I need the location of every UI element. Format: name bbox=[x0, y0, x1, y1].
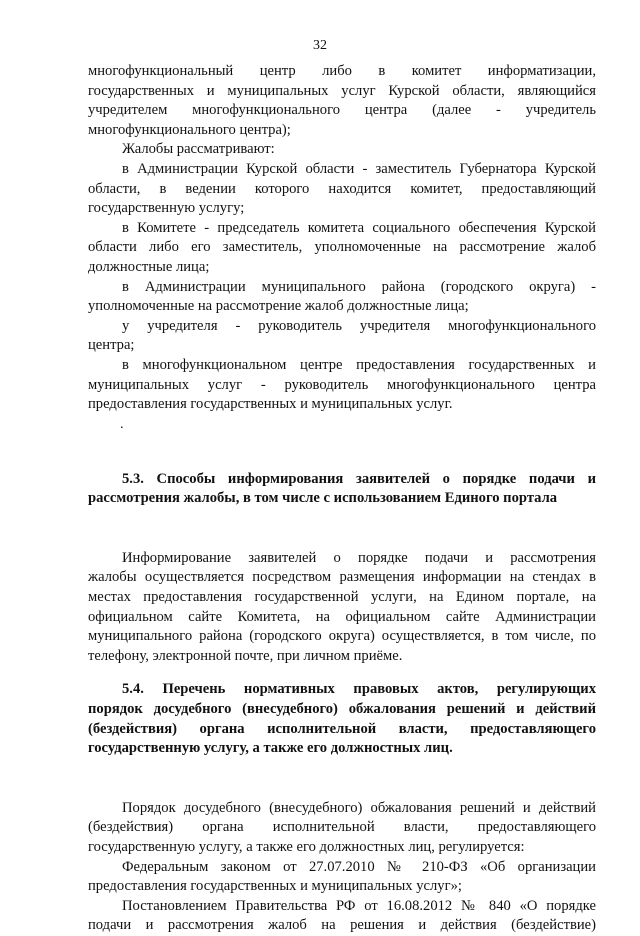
text-line: жалобы осуществляется посредством размещения информации на стендах в bbox=[88, 569, 596, 586]
text-line: области либо его заместитель, уполномоченные на рассмотрение жалоб bbox=[88, 239, 596, 256]
text-line: в Администрации Курской области - заместитель Губернатора Курской bbox=[122, 160, 596, 177]
heading-line: 5.3. Способы информирования заявителей о порядке подачи и bbox=[122, 470, 596, 487]
text-line: государственных и муниципальных услуг Курской области, являющийся bbox=[88, 82, 596, 99]
text-line: телефону, электронной почте, при личном приёме. bbox=[88, 647, 403, 664]
heading-line: государственную услугу, а также его должностных лиц. bbox=[88, 740, 453, 757]
text-line: многофункционального центра); bbox=[88, 121, 291, 138]
paragraph-municipal-administration bbox=[88, 278, 596, 317]
text-line: у учредителя - руководитель учредителя многофункционального bbox=[122, 317, 596, 334]
text-line: области, в ведении которого находится комитет, предоставляющий bbox=[88, 180, 596, 197]
text-line: муниципального района (городского округа) осуществляется, в том числе, по bbox=[88, 628, 596, 645]
paragraph-administration bbox=[88, 160, 596, 219]
heading-line: (бездействия) органа исполнительной власти, предоставляющего bbox=[88, 720, 596, 737]
text-line: в многофункциональном центре предоставления государственных и bbox=[122, 356, 596, 373]
text-line: официальном сайте Комитета, на официальном сайте Администрации bbox=[88, 608, 596, 625]
section-heading-5-4 bbox=[88, 680, 596, 758]
text-line: Информирование заявителей о порядке подачи и рассмотрения bbox=[122, 549, 596, 566]
paragraph-government-resolution bbox=[88, 897, 596, 936]
text-line: (бездействия) органа исполнительной власти, предоставляющего bbox=[88, 819, 596, 836]
paragraph-informing bbox=[88, 549, 596, 667]
heading-line: рассмотрения жалобы, в том числе с использованием Единого портала bbox=[88, 490, 558, 507]
text-line: многофункциональный центр либо в комитет информатизации, bbox=[88, 63, 596, 79]
paragraph-committee bbox=[88, 219, 596, 278]
text-line: Постановлением Правительства РФ от 16.08.2012 № 840 «О порядке bbox=[122, 897, 596, 914]
text-line: местах предоставления государственной услуги, на Едином портале, на bbox=[88, 589, 596, 606]
paragraph-federal-law bbox=[88, 858, 596, 897]
heading-line: 5.4. Перечень нормативных правовых актов, регулирующих bbox=[122, 681, 596, 698]
text-line: центра; bbox=[88, 337, 135, 354]
document-body bbox=[88, 62, 596, 936]
text-line: уполномоченные на рассмотрение жалоб должностные лица; bbox=[88, 298, 469, 315]
page-number: 32 bbox=[313, 38, 327, 53]
text-line: государственную услугу, а также его должностных лиц, регулируется: bbox=[88, 839, 525, 855]
stray-dot: . bbox=[120, 416, 124, 432]
paragraph-founder bbox=[88, 317, 596, 356]
text-line: учредителем многофункционального центра (далее - учредитель bbox=[88, 102, 596, 119]
paragraph-submission-recipient bbox=[88, 62, 596, 140]
text-line: государственную услугу; bbox=[88, 200, 245, 217]
paragraph-appeal-procedure bbox=[88, 799, 596, 858]
text-line: предоставления государственных и муниципальных услуг. bbox=[88, 396, 453, 413]
text-line: в Комитете - председатель комитета социального обеспечения Курской bbox=[122, 219, 596, 236]
text-line: должностные лица; bbox=[88, 258, 210, 275]
section-heading-5-3 bbox=[88, 470, 596, 509]
text-line: подачи и рассмотрения жалоб на решения и действия (бездействие) bbox=[88, 917, 596, 934]
text-line: предоставления государственных и муниципальных услуг»; bbox=[88, 878, 462, 895]
text-line: в Администрации муниципального района (городского округа) - bbox=[122, 278, 596, 295]
text-line: Порядок досудебного (внесудебного) обжалования решений и действий bbox=[122, 799, 596, 816]
text-line: Федеральным законом от 27.07.2010 № 210-ФЗ «Об организации bbox=[122, 858, 596, 875]
paragraph-complaints-reviewed: Жалобы рассматривают: bbox=[122, 141, 275, 158]
text-line: муниципальных услуг - руководитель многофункционального центра bbox=[88, 376, 596, 393]
paragraph-mfc bbox=[88, 356, 596, 415]
heading-line: порядок досудебного (внесудебного) обжалования решений и действий bbox=[88, 701, 596, 718]
